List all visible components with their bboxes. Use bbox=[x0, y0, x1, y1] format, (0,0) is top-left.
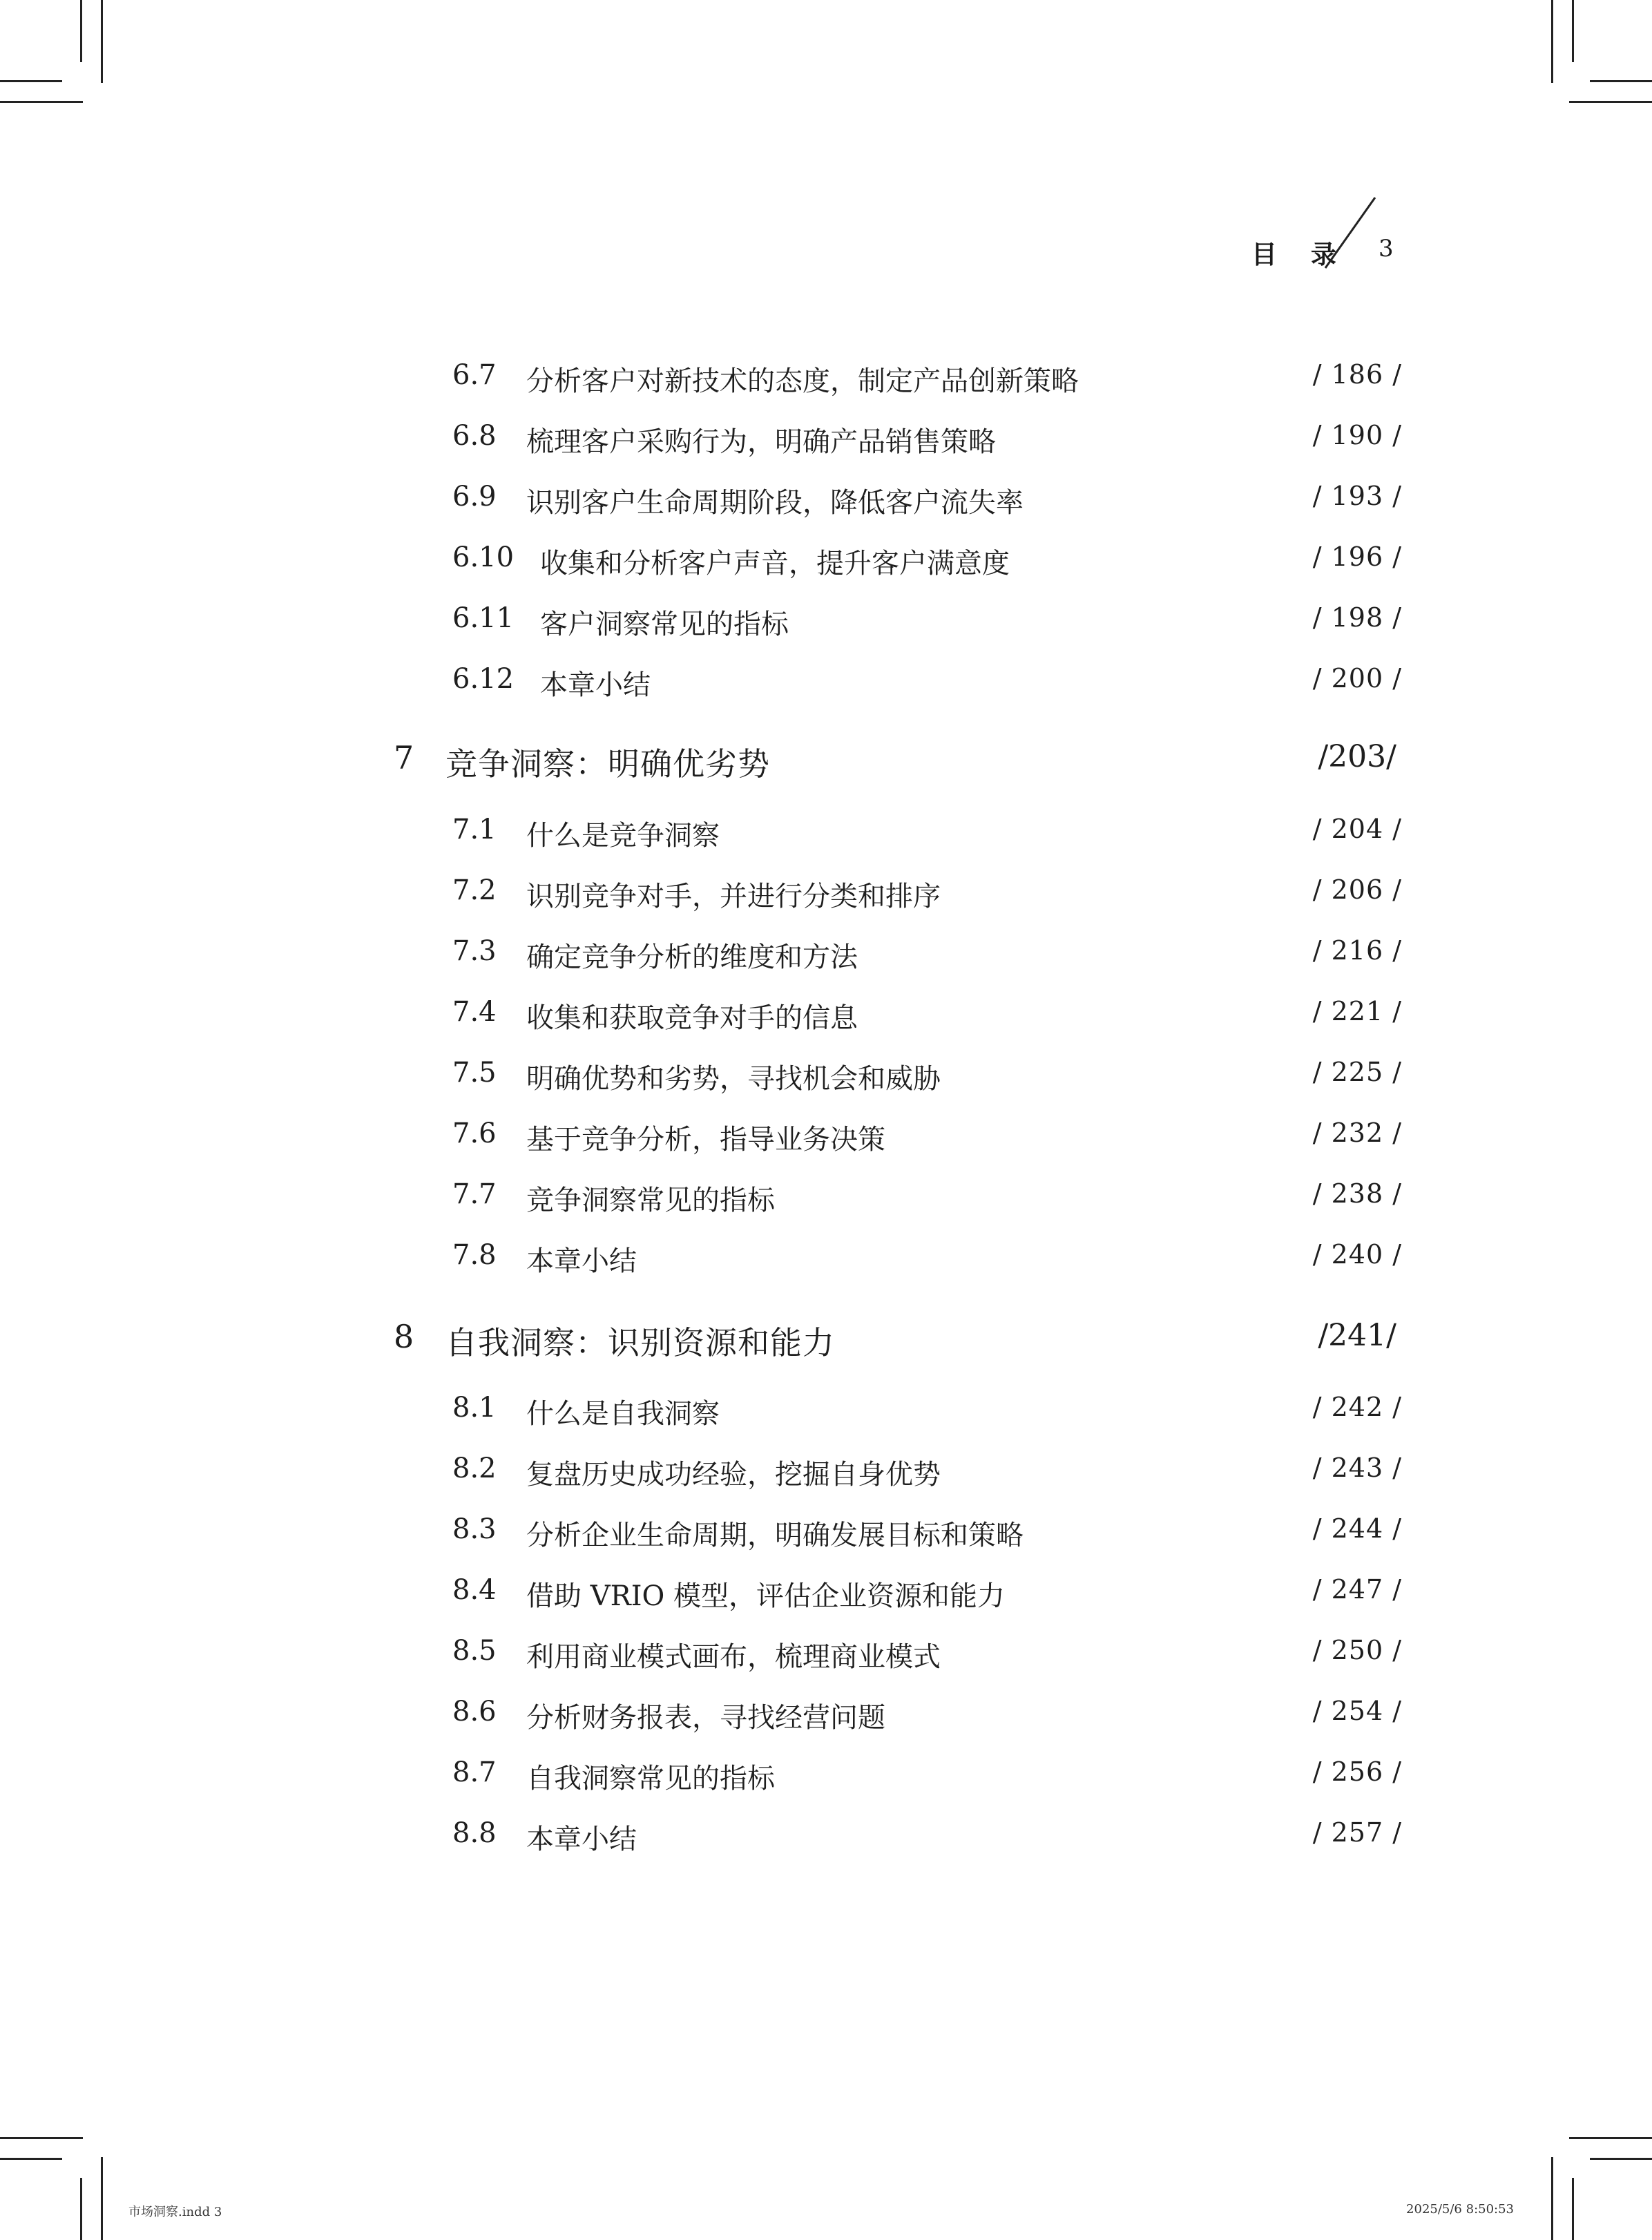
toc-entry-number: 6.11 bbox=[452, 602, 515, 634]
toc-entry-title: 明确优势和劣势，寻找机会和威胁 bbox=[526, 1063, 941, 1095]
toc-entry-number: 8.4 bbox=[452, 1574, 497, 1606]
toc-section-entry bbox=[0, 1057, 1652, 1098]
toc-entry-page: /203/ bbox=[1318, 739, 1396, 774]
toc-section-entry bbox=[0, 1239, 1652, 1281]
toc-entry-page: / 193 / bbox=[1312, 481, 1402, 511]
toc-entry-page: / 238 / bbox=[1312, 1178, 1402, 1209]
toc-entry-title: 分析企业生命周期，明确发展目标和策略 bbox=[526, 1520, 1024, 1551]
toc-section-entry bbox=[0, 1178, 1652, 1220]
toc-entry-number: 8.6 bbox=[452, 1696, 497, 1727]
toc-section-entry bbox=[0, 996, 1652, 1037]
toc-entry-title: 借助 VRIO 模型，评估企业资源和能力 bbox=[526, 1580, 1006, 1612]
crop-mark-top-left-h2 bbox=[0, 80, 62, 82]
crop-mark-top-left-v bbox=[101, 0, 103, 83]
crop-mark-bottom-left-h2 bbox=[0, 2158, 62, 2160]
toc-entry-page: / 206 / bbox=[1312, 874, 1402, 905]
toc-section-entry bbox=[0, 1574, 1652, 1616]
toc-entry-number: 7.2 bbox=[452, 874, 497, 906]
toc-section-entry bbox=[0, 1392, 1652, 1433]
toc-entry-title: 自我洞察：识别资源和能力 bbox=[445, 1324, 835, 1361]
toc-entry-number: 6.8 bbox=[452, 420, 497, 452]
toc-entry-title: 竞争洞察：明确优劣势 bbox=[445, 745, 770, 783]
toc-section-entry bbox=[0, 1635, 1652, 1676]
toc-entry-number: 8.8 bbox=[452, 1817, 497, 1849]
toc-section-entry bbox=[0, 481, 1652, 522]
toc-entry-title: 识别竞争对手，并进行分类和排序 bbox=[526, 881, 941, 912]
toc-chapter-entry bbox=[0, 739, 1652, 781]
toc-entry-title: 本章小结 bbox=[526, 1823, 637, 1855]
header-slash-decoration bbox=[1323, 195, 1378, 271]
toc-entry-title: 本章小结 bbox=[526, 1245, 637, 1277]
crop-mark-bottom-left-h bbox=[0, 2137, 83, 2139]
running-header-title: 目 录 bbox=[1251, 240, 1349, 269]
toc-entry-title: 确定竞争分析的维度和方法 bbox=[526, 941, 858, 973]
crop-mark-top-left-v2 bbox=[80, 0, 82, 62]
toc-entry-page: / 200 / bbox=[1312, 663, 1402, 693]
toc-entry-page: / 204 / bbox=[1312, 814, 1402, 844]
toc-section-entry bbox=[0, 1513, 1652, 1555]
toc-entry-number: 7.3 bbox=[452, 935, 497, 967]
toc-entry-number: 8.2 bbox=[452, 1453, 497, 1484]
toc-section-entry bbox=[0, 359, 1652, 401]
toc-entry-page: / 243 / bbox=[1312, 1453, 1402, 1483]
toc-entry-title: 分析客户对新技术的态度，制定产品创新策略 bbox=[526, 365, 1079, 397]
toc-entry-title: 收集和分析客户声音，提升客户满意度 bbox=[540, 548, 1010, 580]
toc-entry-number: 7.4 bbox=[452, 996, 497, 1028]
toc-entry-title: 竞争洞察常见的指标 bbox=[526, 1185, 775, 1216]
toc-section-entry bbox=[0, 1756, 1652, 1798]
toc-entry-title: 复盘历史成功经验，挖掘自身优势 bbox=[526, 1459, 941, 1491]
crop-mark-bottom-right-v2 bbox=[1572, 2178, 1574, 2240]
toc-entry-page: / 216 / bbox=[1312, 935, 1402, 966]
toc-entry-number: 8 bbox=[394, 1318, 414, 1355]
toc-entry-number: 7.6 bbox=[452, 1118, 497, 1149]
toc-entry-number: 8.5 bbox=[452, 1635, 497, 1667]
toc-entry-page: / 247 / bbox=[1312, 1574, 1402, 1605]
toc-entry-page: / 198 / bbox=[1312, 602, 1402, 633]
crop-mark-top-right-v bbox=[1551, 0, 1553, 83]
toc-section-entry bbox=[0, 1118, 1652, 1159]
crop-mark-top-right-v2 bbox=[1572, 0, 1574, 62]
toc-section-entry bbox=[0, 1453, 1652, 1494]
toc-section-entry bbox=[0, 602, 1652, 644]
toc-section-entry bbox=[0, 874, 1652, 916]
toc-entry-page: / 257 / bbox=[1312, 1817, 1402, 1848]
crop-mark-bottom-right-h bbox=[1569, 2137, 1652, 2139]
toc-chapter-entry bbox=[0, 1318, 1652, 1359]
crop-mark-bottom-right-h2 bbox=[1590, 2158, 1652, 2160]
toc-entry-number: 7.7 bbox=[452, 1178, 497, 1210]
toc-entry-page: / 242 / bbox=[1312, 1392, 1402, 1422]
toc-entry-title: 什么是自我洞察 bbox=[526, 1398, 720, 1430]
toc-entry-number: 8.7 bbox=[452, 1756, 497, 1788]
toc-entry-page: / 240 / bbox=[1312, 1239, 1402, 1270]
toc-entry-page: / 221 / bbox=[1312, 996, 1402, 1026]
toc-entry-number: 7.8 bbox=[452, 1239, 497, 1271]
toc-entry-page: / 186 / bbox=[1312, 359, 1402, 390]
toc-entry-number: 6.7 bbox=[452, 359, 497, 391]
crop-mark-bottom-left-v bbox=[101, 2157, 103, 2240]
toc-entry-number: 7.1 bbox=[452, 814, 497, 845]
crop-mark-bottom-left-v2 bbox=[80, 2178, 82, 2240]
toc-section-entry bbox=[0, 814, 1652, 855]
footer-file-slug: 市场洞察.indd 3 bbox=[128, 2205, 222, 2219]
crop-mark-top-right-h2 bbox=[1590, 80, 1652, 82]
toc-entry-page: / 250 / bbox=[1312, 1635, 1402, 1665]
toc-section-entry bbox=[0, 935, 1652, 977]
toc-section-entry bbox=[0, 1696, 1652, 1737]
toc-entry-title: 基于竞争分析，指导业务决策 bbox=[526, 1124, 885, 1156]
toc-entry-title: 什么是竞争洞察 bbox=[526, 820, 720, 852]
toc-entry-title: 本章小结 bbox=[540, 669, 651, 701]
toc-entry-number: 6.9 bbox=[452, 481, 497, 513]
toc-section-entry bbox=[0, 663, 1652, 705]
toc-entry-page: / 254 / bbox=[1312, 1696, 1402, 1726]
toc-entry-number: 8.3 bbox=[452, 1513, 497, 1545]
toc-entry-page: / 225 / bbox=[1312, 1057, 1402, 1087]
running-header-page-number: 3 bbox=[1379, 235, 1394, 262]
toc-section-entry bbox=[0, 420, 1652, 461]
crop-mark-top-left-h bbox=[0, 101, 83, 103]
toc-entry-number: 7 bbox=[394, 739, 414, 776]
toc-entry-page: / 256 / bbox=[1312, 1756, 1402, 1787]
toc-entry-page: /241/ bbox=[1318, 1318, 1396, 1353]
toc-entry-title: 分析财务报表，寻找经营问题 bbox=[526, 1702, 885, 1734]
crop-mark-top-right-h bbox=[1569, 101, 1652, 103]
toc-entry-page: / 196 / bbox=[1312, 542, 1402, 572]
toc-entry-number: 8.1 bbox=[452, 1392, 497, 1424]
toc-entry-number: 6.10 bbox=[452, 542, 515, 573]
toc-entry-title: 客户洞察常见的指标 bbox=[540, 609, 789, 640]
toc-entry-title: 收集和获取竞争对手的信息 bbox=[526, 1002, 858, 1034]
toc-section-entry bbox=[0, 1817, 1652, 1859]
toc-entry-page: / 190 / bbox=[1312, 420, 1402, 450]
toc-entry-number: 7.5 bbox=[452, 1057, 497, 1089]
toc-entry-title: 识别客户生命周期阶段，降低客户流失率 bbox=[526, 487, 1024, 519]
toc-entry-title: 梳理客户采购行为，明确产品销售策略 bbox=[526, 426, 996, 458]
toc-entry-page: / 244 / bbox=[1312, 1513, 1402, 1544]
footer-timestamp: 2025/5/6 8:50:53 bbox=[1406, 2202, 1514, 2217]
toc-entry-title: 自我洞察常见的指标 bbox=[526, 1763, 775, 1794]
toc-entry-title: 利用商业模式画布，梳理商业模式 bbox=[526, 1641, 941, 1673]
crop-mark-bottom-right-v bbox=[1551, 2157, 1553, 2240]
toc-section-entry bbox=[0, 542, 1652, 583]
toc-entry-number: 6.12 bbox=[452, 663, 515, 695]
toc-entry-page: / 232 / bbox=[1312, 1118, 1402, 1148]
